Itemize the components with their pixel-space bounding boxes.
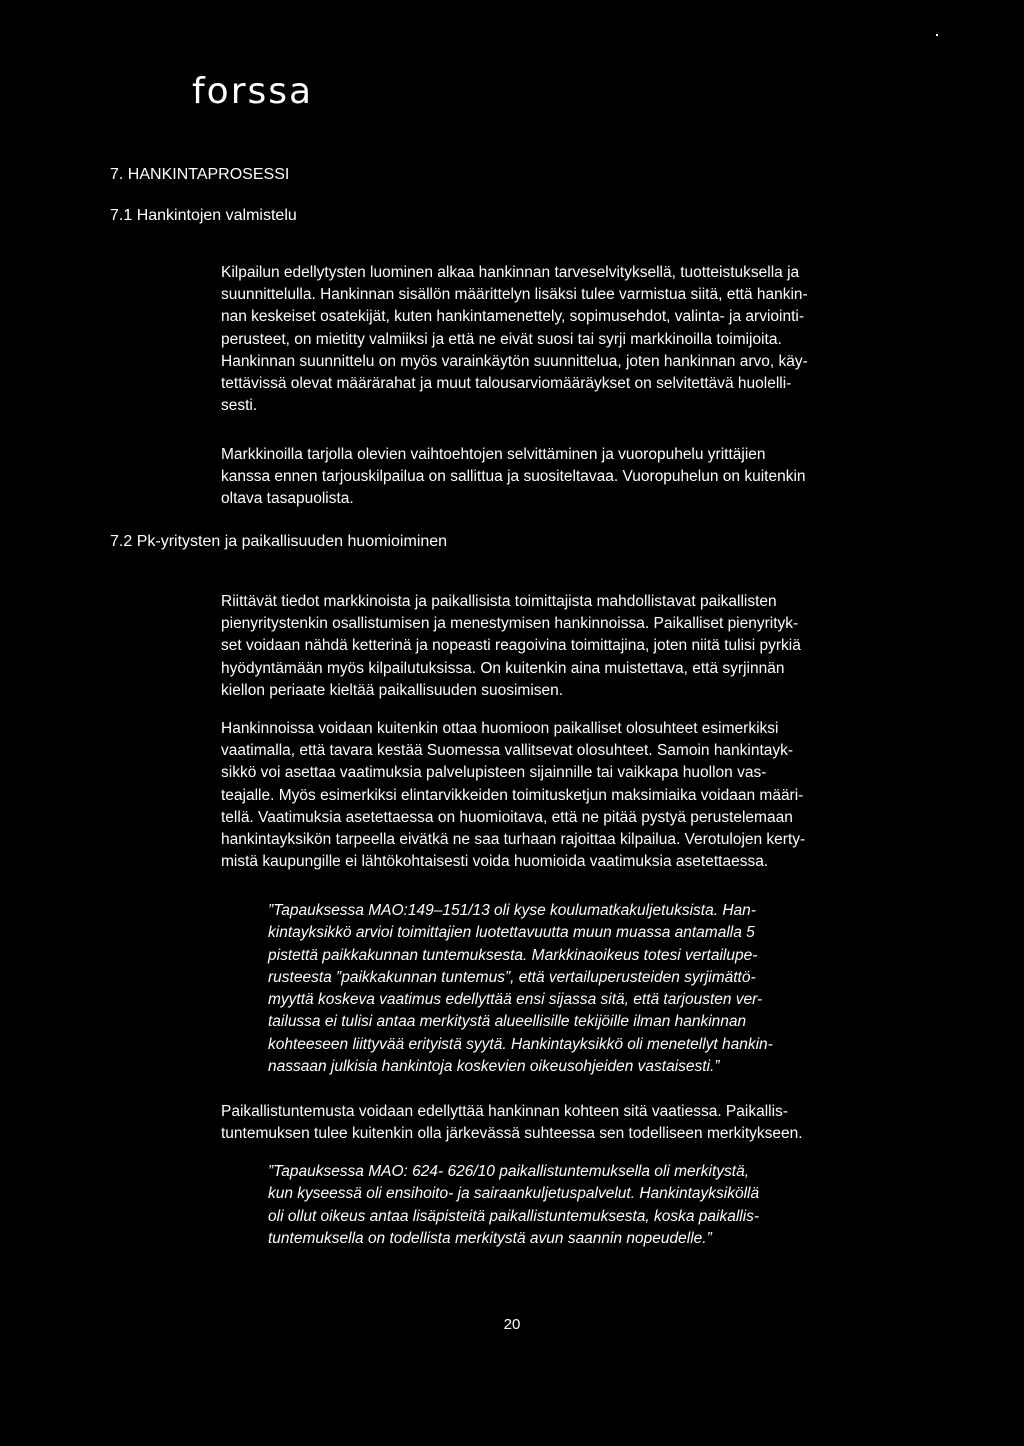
text-line: kanssa ennen tarjouskilpailua on sallittua ja suositeltavaa. Vuoropuhelun on kuitenkin [221,468,806,486]
quote-line: kohteeseen liittyvää erityistä syytä. Hankintayksikkö oli menetellyt hankin- [268,1035,773,1053]
quote-line: kintayksikkö arvioi toimittajien luotettavuutta muun muassa antamalla 5 [268,924,755,942]
text-line: tellä. Vaatimuksia asetettaessa on huomioitava, että ne pitää pystyä perustelemaan [221,808,793,826]
text-line: mistä kaupungille ei lähtökohtaisesti voida huomioida vaatimuksia asetettaessa. [221,853,769,871]
quote-line: ”Tapauksessa MAO: 624- 626/10 paikallistuntemuksella oli merkitystä, [268,1163,750,1180]
text-line: hankintayksikön tarpeella eivätkä ne saa turhaan rajoittaa kilpailua. Verotulojen kerty- [221,831,806,849]
quote-line: kun kyseessä oli ensihoito- ja sairaankuljetuspalvelut. Hankintayksiköllä [268,1185,760,1203]
text-line: Riittävät tiedot markkinoista ja paikallisista toimittajista mahdollistavat paikallisten [221,593,777,610]
text-line: vaatimalla, että tavara kestää Suomessa vallitsevat olosuhteet. Samoin hankintayk- [221,742,794,760]
forssa-logo: forssa [192,71,314,112]
text-line: pienyritystenkin osallistumisen ja menestymisen hankinnoissa. Paikalliset pienyrityk- [221,615,799,633]
quote-line: rusteesta ”paikkakunnan tuntemus”, että vertailuperusteiden syrjimättö- [268,968,756,986]
case-quote-mao-149-151 [268,900,773,1078]
quote-line: myyttä koskeva vaatimus edellyttää ensi sijassa sitä, että tarjousten ver- [268,991,763,1009]
section-7-2-paragraph-1 [221,591,801,702]
quote-line: tuntemuksella on todellista merkitystä avun saannin nopeudelle.” [268,1229,712,1247]
text-line: tettävissä olevat määrärahat ja muut talousarviomääräykset on selvitettävä huolelli- [221,375,792,393]
text-line: Kilpailun edellytysten luominen alkaa hankinnan tarveselvityksellä, tuotteistuksella ja [221,264,800,281]
section-7-heading: 7. HANKINTAPROSESSI [110,166,290,183]
text-line: Hankinnan suunnittelu on myös varainkäytön suunnittelua, joten hankinnan arvo, käy- [221,352,808,370]
quote-line: tailussa ei tulisi antaa merkitystä alueellisille tekijöille ilman hankinnan [268,1013,747,1031]
text-line: nan keskeiset osatekijät, kuten hankintamenettely, sopimusehdot, valinta- ja arviointi- [221,308,804,326]
text-line: Hankinnoissa voidaan kuitenkin ottaa huomioon paikalliset olosuhteet esimerkiksi [221,720,779,737]
quote-line: pistettä paikkakunnan tuntemuksesta. Markkinaoikeus totesi vertailupe- [268,946,758,964]
scan-speck [936,34,938,36]
text-line: oltava tasapuolista. [221,490,354,508]
section-7-1-heading: 7.1 Hankintojen valmistelu [110,207,297,224]
case-quote-mao-624-626 [268,1161,759,1250]
section-7-2-paragraph-2 [221,718,805,873]
quote-line: oli ollut oikeus antaa lisäpisteitä paikallistuntemuksesta, koska paikallis- [268,1207,760,1225]
text-line: Paikallistuntemusta voidaan edellyttää hankinnan kohteen sitä vaatiessa. Paikallis- [221,1103,788,1120]
text-line: sikkö voi asettaa vaatimuksia palvelupisteen sijainnille tai vaikkapa huollon vas- [221,764,767,782]
quote-line: ”Tapauksessa MAO:149–151/13 oli kyse koulumatkakuljetuksista. Han- [268,902,756,919]
text-line: sesti. [221,397,258,415]
text-line: teajalle. Myös esimerkiksi elintarvikkeiden toimitusketjun maksimiaika voidaan määri- [221,786,804,804]
section-7-1-paragraph-2 [221,444,806,511]
text-line: hyödyntämään myös kilpailutuksissa. On kuitenkin aina muistettava, että syrjinnän [221,659,785,677]
text-line: Markkinoilla tarjolla olevien vaihtoehtojen selvittäminen ja vuoropuhelu yrittäjien [221,446,766,463]
section-7-2-paragraph-3 [221,1101,803,1145]
text-line: kiellon periaate kieltää paikallisuuden suosimisen. [221,681,564,699]
section-7-1-paragraph-1 [221,262,808,417]
section-7-2-heading: 7.2 Pk-yritysten ja paikallisuuden huomioiminen [110,533,448,550]
text-line: set voidaan nähdä ketterinä ja nopeasti reagoivina toimittajina, joten niitä tulisi pyrkiä [221,637,801,655]
text-line: perusteet, on mietitty valmiiksi ja että ne eivät suosi tai syrji markkinoilla toimijoita. [221,330,782,348]
text-line: tuntemuksen tulee kuitenkin olla järkevässä suhteessa sen todelliseen merkitykseen. [221,1125,803,1143]
page-number: 20 [503,1316,521,1333]
quote-line: nassaan julkisia hankintoja koskevien oikeusohjeiden vastaisesti.” [268,1058,720,1076]
text-line: suunnittelulla. Hankinnan sisällön määrittelyn lisäksi tulee varmistua siitä, että hankin- [221,286,808,304]
